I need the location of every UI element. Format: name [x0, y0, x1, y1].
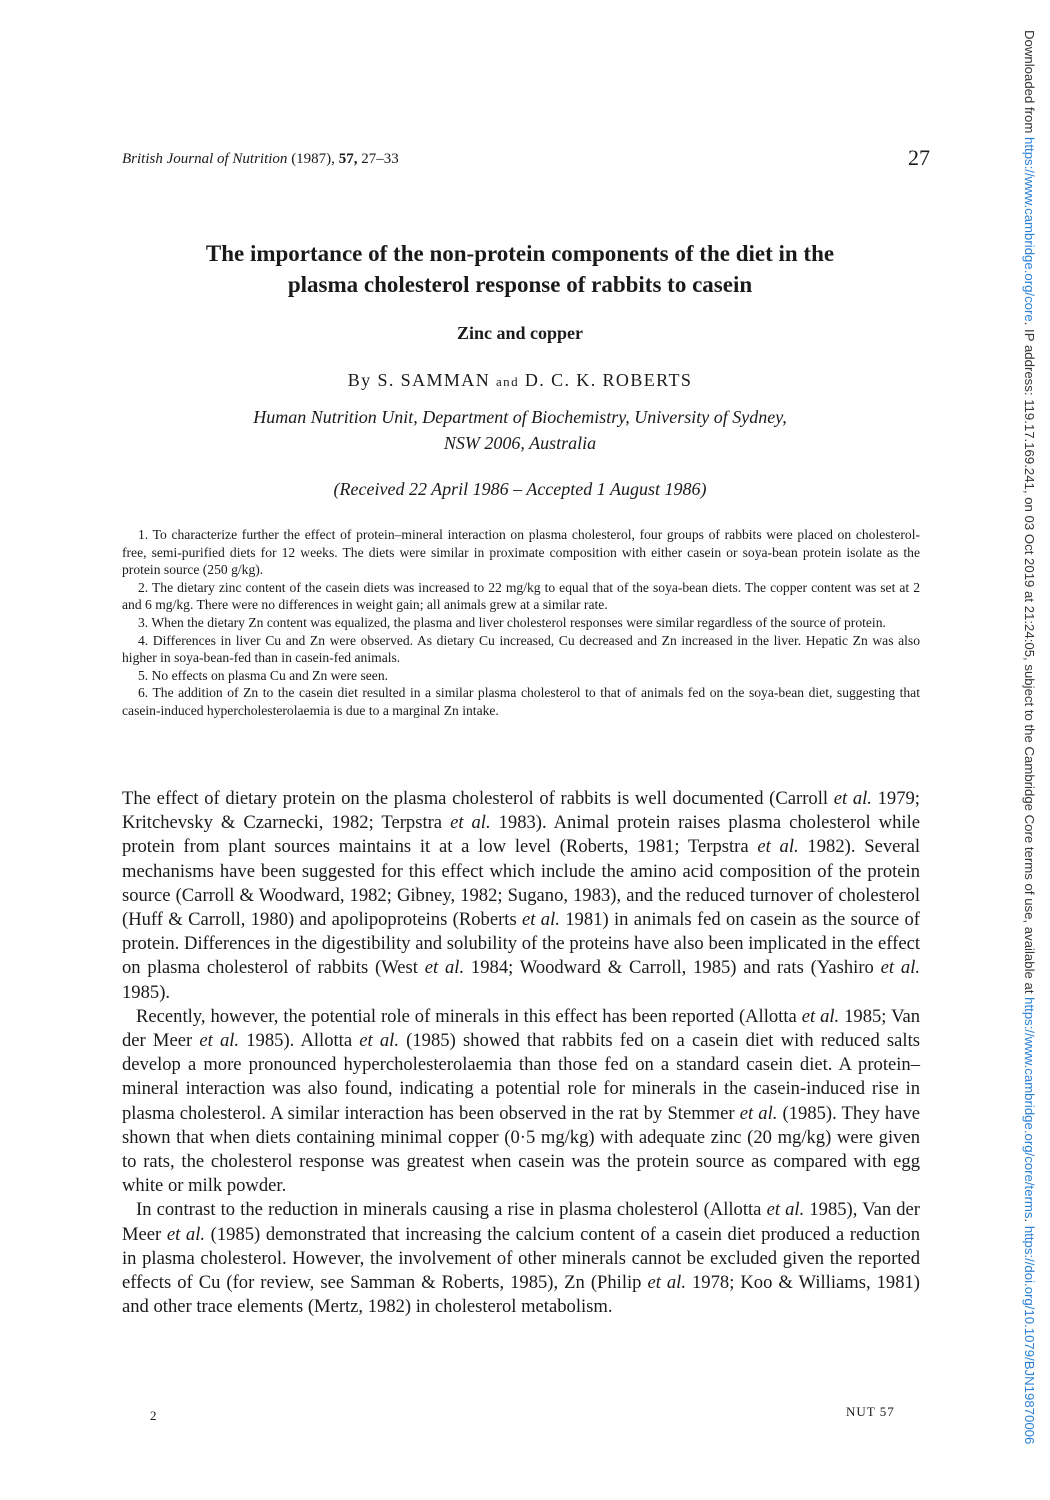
affiliation-line-2: NSW 2006, Australia: [443, 433, 597, 453]
journal-pages: 27–33: [361, 151, 399, 167]
author-2: D. C. K. ROBERTS: [524, 370, 693, 390]
footer-code: NUT 57: [846, 1404, 895, 1419]
text-run: 1985), Van der Meer: [122, 1199, 920, 1245]
text-run: 1979; Kritchevsky & Czarnecki, 1982; Terpstra: [122, 788, 920, 834]
notice-text: Downloaded from: [1022, 30, 1037, 138]
notice-text: . IP address: 119.17.169.241, on 03 Oct 2019 at 21:24:05, subject to the Cambridge Core terms of use, available at: [1022, 321, 1037, 998]
text-run-italic: et al.: [522, 909, 560, 931]
text-run-italic: et al.: [647, 1272, 686, 1294]
text-run: (1985) demonstrated that increasing the calcium content of a casein diet produced a reduction in plasma cholesterol. However, the involvement of other minerals cannot be excluded given the reported effects of Cu (for review, see Samman & Roberts, 1985), Zn (Philip: [122, 1223, 920, 1294]
download-notice: [1022, 30, 1037, 1444]
summary-item: 4. Differences in liver Cu and Zn were observed. As dietary Cu increased, Cu decreased and Zn increased in the liver. Hepatic Zn was also higher in soya-bean-fed than in casein-fed animals.: [122, 632, 920, 666]
summary-item: 5. No effects on plasma Cu and Zn were seen.: [138, 667, 389, 683]
text-run-italic: et al.: [757, 836, 799, 858]
text-run: 1981) in animals fed on casein as the source of protein. Differences in the digestibility and solubility of the proteins have also been implicated in the effect on plasma cholesterol of rabbits (West: [122, 909, 920, 979]
text-run: 1985).: [122, 981, 171, 1003]
affiliation: [120, 404, 920, 456]
text-run: In contrast to the reduction in minerals causing a rise in plasma cholesterol (Allotta: [136, 1199, 767, 1221]
notice-text: .: [1022, 1218, 1037, 1226]
title-line-2: plasma cholesterol response of rabbits to casein: [287, 272, 753, 297]
page-number: 27: [908, 145, 930, 170]
text-run: 1982). Several mechanisms have been suggested for this effect which include the amino acid composition of the protein source (Carroll & Woodward, 1982; Gibney, 1982; Sugano, 1983), and the reduced turnover of cholesterol (Huff & Carroll, 1980) and apolipoproteins (Roberts: [122, 836, 920, 931]
text-run-italic: et al.: [450, 812, 491, 834]
text-run-italic: et al.: [199, 1030, 240, 1052]
summary-item: 6. The addition of Zn to the casein diet resulted in a similar plasma cholesterol to that of animals fed on the soya-bean diet, suggesting that casein-induced hypercholesterolaemia is due to a marginal Zn intake.: [122, 685, 920, 718]
article-subtitle: Zinc and copper: [456, 323, 584, 343]
text-run-italic: et al.: [880, 957, 921, 979]
summary: [122, 526, 920, 720]
byline-by: By: [347, 370, 372, 390]
text-run: 1984; Woodward & Carroll, 1985) and rats (Yashiro: [464, 957, 881, 979]
author-1: S. SAMMAN: [377, 370, 491, 390]
terms-link[interactable]: https://www.cambridge.org/core/terms: [1022, 997, 1037, 1219]
affiliation-line-1: Human Nutrition Unit, Department of Biochemistry, University of Sydney,: [253, 407, 787, 427]
body-paragraph-2: [122, 1005, 920, 1199]
body-text: [122, 787, 920, 1319]
footer-signature: 2: [150, 1408, 157, 1423]
summary-item: 3. When the dietary Zn content was equalized, the plasma and liver cholesterol responses were similar regardless of the source of protein.: [138, 614, 886, 630]
received-dates: (Received 22 April 1986 – Accepted 1 August 1986): [333, 479, 707, 499]
text-run-italic: et al.: [739, 1102, 778, 1124]
text-run-italic: et al.: [166, 1223, 206, 1245]
summary-item: 1. To characterize further the effect of protein–mineral interaction on plasma cholesterol, four groups of rabbits were placed on cholesterol-free, semi-purified diets for 12 weeks. The diets were similar in proximate composition with either casein or soya-bean protein isolate as the protein source (250 g/kg).: [122, 527, 920, 578]
text-run: The effect of dietary protein on the plasma cholesterol of rabbits is well documented (Carroll: [122, 788, 834, 809]
text-run-italic: et al.: [833, 788, 872, 809]
text-run-italic: et al.: [801, 1005, 840, 1027]
journal-name: British Journal of Nutrition: [122, 151, 288, 167]
text-run: (1985). They have shown that when diets containing minimal copper (0·5 mg/kg) with adequate zinc (20 mg/kg) were given to rats, the cholesterol response was greatest when casein was the protein source as compared with egg white or milk powder.: [122, 1102, 920, 1197]
text-run: 1985; Van der Meer: [122, 1005, 920, 1052]
summary-item: 2. The dietary zinc content of the casein diets was increased to 22 mg/kg to equal that of the soya-bean diets. The copper content was set at 2 and 6 mg/kg. There were no differences in weight gain; all animals grew at a similar rate.: [122, 579, 920, 613]
article-title: [120, 238, 920, 300]
byline-and: and: [496, 374, 519, 389]
byline: [120, 370, 920, 391]
doi-link[interactable]: https://doi.org/10.1079/BJN19870006: [1022, 1225, 1037, 1445]
text-run: (1985) showed that rabbits fed on a casein diet with reduced salts develop a more pronounced hypercholesterolaemia than those fed on a standard casein diet. A protein–mineral interaction was also found, indicating a potential role for minerals in the casein-induced rise in plasma cholesterol. A similar interaction has been observed in the rat by Stemmer: [122, 1030, 920, 1124]
text-run: Recently, however, the potential role of minerals in this effect has been reported (Allotta: [136, 1005, 802, 1027]
text-run-italic: et al.: [766, 1199, 805, 1221]
cambridge-core-link[interactable]: https://www.cambridge.org/core: [1022, 137, 1037, 322]
title-line-1: The importance of the non-protein components of the diet in the: [205, 241, 835, 266]
text-run-italic: et al.: [359, 1030, 399, 1052]
text-run: 1978; Koo & Williams, 1981) and other trace elements (Mertz, 1982) in cholesterol metabolism.: [122, 1272, 920, 1318]
body-paragraph-3: [122, 1198, 920, 1319]
text-run: 1985). Allotta: [239, 1030, 360, 1052]
journal-year: (1987),: [291, 151, 335, 167]
journal-citation: [122, 151, 399, 168]
text-run: 1983). Animal protein raises plasma cholesterol while protein from plant sources maintains it at a low level (Roberts, 1981; Terpstra: [122, 812, 920, 858]
body-paragraph-1: [122, 787, 920, 1005]
text-run-italic: et al.: [424, 957, 465, 979]
journal-volume: 57,: [338, 151, 358, 167]
